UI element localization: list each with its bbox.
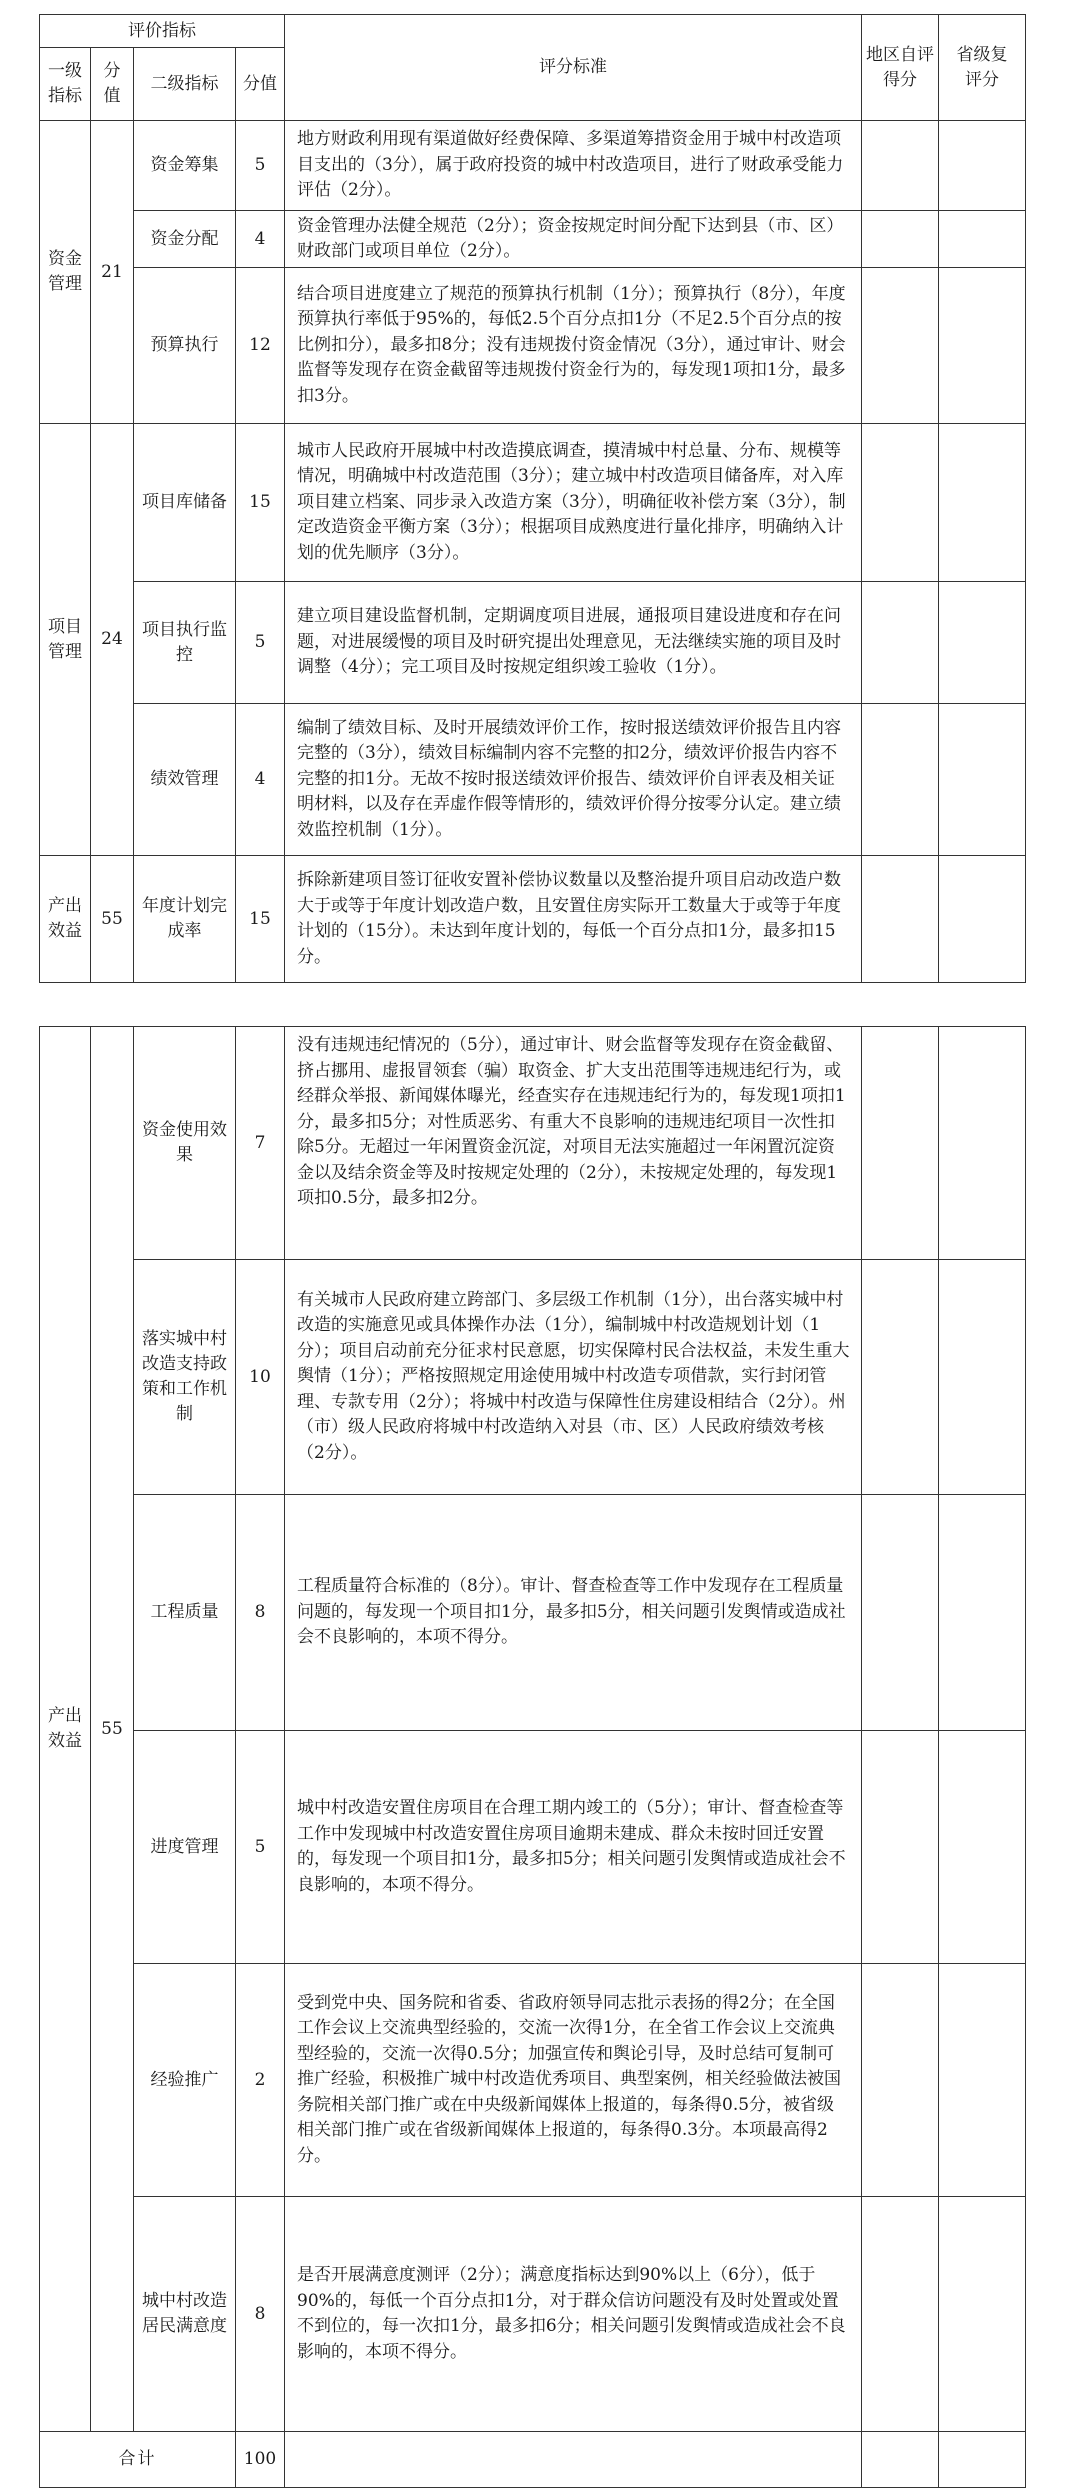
level1-score: 55 [91, 856, 134, 983]
self-score-cell[interactable] [862, 1260, 939, 1495]
level1-score: 24 [91, 424, 134, 856]
table-row [40, 1495, 1026, 1731]
total-self-score-cell[interactable] [862, 2432, 939, 2488]
self-score-cell[interactable] [862, 582, 939, 704]
level2-name: 绩效管理 [134, 704, 236, 856]
level2-score: 8 [236, 2197, 285, 2432]
self-score-cell[interactable] [862, 1027, 939, 1260]
self-score-cell[interactable] [862, 424, 939, 582]
criteria-text: 地方财政利用现有渠道做好经费保障、多渠道筹措资金用于城中村改造项目支出的（3分），属于政府投资的城中村改造项目，进行了财政承受能力评估（2分）。 [285, 121, 862, 211]
criteria-text: 工程质量符合标准的（8分）。审计、督查检查等工作中发现存在工程质量问题的，每发现一个项目扣1分，最多扣5分，相关问题引发舆情或造成社会不良影响的，本项不得分。 [285, 1495, 862, 1731]
level2-name: 工程质量 [134, 1495, 236, 1731]
level2-name [134, 1260, 236, 1495]
criteria-text: 资金管理办法健全规范（2分）；资金按规定时间分配下达到县（市、区）财政部门或项目单位（2分）。 [285, 211, 862, 268]
total-score: 100 [236, 2432, 285, 2488]
header-self-score: 地区自评得分 [862, 15, 939, 121]
review-score-cell[interactable] [939, 582, 1026, 704]
header-evaluation-indicators: 评价指标 [40, 15, 285, 48]
total-review-score-cell[interactable] [939, 2432, 1026, 2488]
review-score-cell[interactable] [939, 1495, 1026, 1731]
table-row [40, 1964, 1026, 2197]
level2-score: 5 [236, 1731, 285, 1964]
criteria-text: 编制了绩效目标、及时开展绩效评价工作，按时报送绩效评价报告且内容完整的（3分），绩效目标编制内容不完整的扣2分，绩效评价报告内容不完整的扣1分。无故不按时报送绩效评价报告、绩效评价自评表及相关证明材料，以及存在弄虚作假等情形的，绩效评价得分按零分认定。建立绩效监控机制（1分）。 [285, 704, 862, 856]
table-row [40, 268, 1026, 424]
table-row [40, 1260, 1026, 1495]
self-score-cell[interactable] [862, 1964, 939, 2197]
review-score-cell[interactable] [939, 268, 1026, 424]
criteria-text: 建立项目建设监督机制，定期调度项目进展，通报项目建设进度和存在问题，对进展缓慢的项目及时研究提出处理意见，无法继续实施的项目及时调整（4分）；完工项目及时按规定组织竣工验收（1分）。 [285, 582, 862, 704]
table-row [40, 2197, 1026, 2432]
level2-name [134, 2197, 236, 2432]
self-score-cell[interactable] [862, 856, 939, 983]
level2-label: 项目库储备 [141, 492, 227, 512]
level2-score: 2 [236, 1964, 285, 2197]
self-score-cell[interactable] [862, 268, 939, 424]
criteria-text: 是否开展满意度测评（2分）；满意度指标达到90%以上（6分），低于90%的，每低一个百分点扣1分，对于群众信访问题没有及时处置或处置不到位的，每一次扣1分，最多扣6分；相关问题引发舆情或造成社会不良影响的，本项不得分。 [285, 2197, 862, 2432]
table-row [40, 121, 1026, 211]
level2-score: 10 [236, 1260, 285, 1495]
level2-score: 12 [236, 268, 285, 424]
criteria-text: 受到党中央、国务院和省委、省政府领导同志批示表扬的得2分；在全国工作会议上交流典型经验的，交流一次得1分，在全省工作会议上交流典型经验的，交流一次得0.5分；加强宣传和舆论引导，及时总结可复制可推广经验，积极推广城中村改造优秀项目、典型案例，相关经验做法被国务院相关部门推广或在中央级新闻媒体上报道的，每条得0.5分，被省级相关部门推广或在省级新闻媒体上报道的，每条得0.3分。本项最高得2分。 [285, 1964, 862, 2197]
review-score-cell[interactable] [939, 211, 1026, 268]
level2-label: 城中村改造居民满意度 [141, 2291, 227, 2336]
table-row [40, 582, 1026, 704]
level2-label: 项目执行监控 [141, 619, 227, 665]
self-score-cell[interactable] [862, 2197, 939, 2432]
level1-score: 55 [91, 1027, 134, 2432]
total-criteria-cell [285, 2432, 862, 2488]
level1-fund-management: 资金管理 [40, 121, 91, 424]
level2-name [134, 856, 236, 983]
level2-score: 5 [236, 121, 285, 211]
level2-name [134, 582, 236, 704]
self-score-cell[interactable] [862, 704, 939, 856]
level2-score: 5 [236, 582, 285, 704]
level1-output-benefit: 产出效益 [40, 1027, 91, 2432]
level2-score: 4 [236, 211, 285, 268]
level2-name [134, 1027, 236, 1260]
total-row [40, 2432, 1026, 2488]
header-level2: 二级指标 [134, 48, 236, 121]
level1-score: 21 [91, 121, 134, 424]
review-score-cell[interactable] [939, 2197, 1026, 2432]
self-score-cell[interactable] [862, 211, 939, 268]
level2-name: 资金分配 [134, 211, 236, 268]
review-score-cell[interactable] [939, 424, 1026, 582]
criteria-text: 拆除新建项目签订征收安置补偿协议数量以及整治提升项目启动改造户数大于或等于年度计划改造户数，且安置住房实际开工数量大于或等于年度计划的（15分）。未达到年度计划的，每低一个百分点扣1分，最多扣15分。 [285, 856, 862, 983]
review-score-cell[interactable] [939, 1260, 1026, 1495]
review-score-cell[interactable] [939, 1964, 1026, 2197]
header-score2: 分值 [236, 48, 285, 121]
level2-name: 进度管理 [134, 1731, 236, 1964]
criteria-text: 城市人民政府开展城中村改造摸底调查，摸清城中村总量、分布、规模等情况，明确城中村改造范围（3分）；建立城中村改造项目储备库，对入库项目建立档案、同步录入改造方案（3分），明确征收补偿方案（3分），制定改造资金平衡方案（3分）；根据项目成熟度进行量化排序，明确纳入计划的优先顺序（3分）。 [285, 424, 862, 582]
review-score-cell[interactable] [939, 856, 1026, 983]
header-level1: 一级指标 [40, 48, 91, 121]
level2-score: 15 [236, 424, 285, 582]
review-score-cell[interactable] [939, 704, 1026, 856]
level1-output-benefit: 产出效益 [40, 856, 91, 983]
table-row [40, 211, 1026, 268]
self-score-cell[interactable] [862, 1495, 939, 1731]
criteria-text: 没有违规违纪情况的（5分），通过审计、财会监督等发现存在资金截留、挤占挪用、虚报冒领套（骗）取资金、扩大支出范围等违规违纪行为，或经群众举报、新闻媒体曝光，经查实存在违规违纪行为的，每发现1项扣1分，最多扣5分；对性质恶劣、有重大不良影响的违规违纪项目一次性扣除5分。无超过一年闲置资金沉淀，对项目无法实施超过一年闲置沉淀资金以及结余资金等及时按规定处理的（2分），未按规定处理的，每发现1项扣0.5分，最多扣2分。 [285, 1027, 862, 1260]
level2-score: 4 [236, 704, 285, 856]
evaluation-table-part2 [39, 1026, 1026, 2488]
review-score-cell[interactable] [939, 1731, 1026, 1964]
header-score: 分值 [91, 48, 134, 121]
table-row [40, 704, 1026, 856]
self-score-cell[interactable] [862, 1731, 939, 1964]
table-row [40, 424, 1026, 582]
table-row [40, 856, 1026, 983]
table-row [40, 1027, 1026, 1260]
review-score-cell[interactable] [939, 121, 1026, 211]
header-review-score: 省级复评分 [939, 15, 1026, 121]
level2-name [134, 424, 236, 582]
criteria-text: 有关城市人民政府建立跨部门、多层级工作机制（1分），出台落实城中村改造的实施意见或具体操作办法（1分），编制城中村改造规划计划（1分）；项目启动前充分征求村民意愿，切实保障村民合法权益，未发生重大舆情（1分）；严格按照规定用途使用城中村改造专项借款，实行封闭管理、专款专用（2分）；将城中村改造与保障性住房建设相结合（2分）。州（市）级人民政府将城中村改造纳入对县（市、区）人民政府绩效考核（2分）。 [285, 1260, 862, 1495]
total-label: 合计 [40, 2432, 236, 2488]
review-score-cell[interactable] [939, 1027, 1026, 1260]
level2-name: 资金筹集 [134, 121, 236, 211]
level1-project-management: 项目管理 [40, 424, 91, 856]
evaluation-table-part1 [39, 14, 1026, 983]
level2-score: 8 [236, 1495, 285, 1731]
level2-name: 经验推广 [134, 1964, 236, 2197]
header-criteria: 评分标准 [285, 15, 862, 121]
self-score-cell[interactable] [862, 121, 939, 211]
level2-label: 年度计划完成率 [141, 896, 227, 941]
level2-name: 预算执行 [134, 268, 236, 424]
level2-label: 资金使用效果 [141, 1120, 227, 1165]
level2-score: 15 [236, 856, 285, 983]
criteria-text: 城中村改造安置住房项目在合理工期内竣工的（5分）；审计、督查检查等工作中发现城中村改造安置住房项目逾期未建成、群众未按时回迁安置的，每发现一个项目扣1分，最多扣5分；相关问题引发舆情或造成社会不良影响的，本项不得分。 [285, 1731, 862, 1964]
level2-label: 落实城中村改造支持政策和工作机制 [141, 1329, 227, 1424]
level2-score: 7 [236, 1027, 285, 1260]
table-row [40, 1731, 1026, 1964]
criteria-text: 结合项目进度建立了规范的预算执行机制（1分）；预算执行（8分），年度预算执行率低于95%的，每低2.5个百分点扣1分（不足2.5个百分点的按比例扣分），最多扣8分；没有违规拨付资金情况（3分），通过审计、财会监督等发现存在资金截留等违规拨付资金行为的，每发现1项扣1分，最多扣3分。 [285, 268, 862, 424]
